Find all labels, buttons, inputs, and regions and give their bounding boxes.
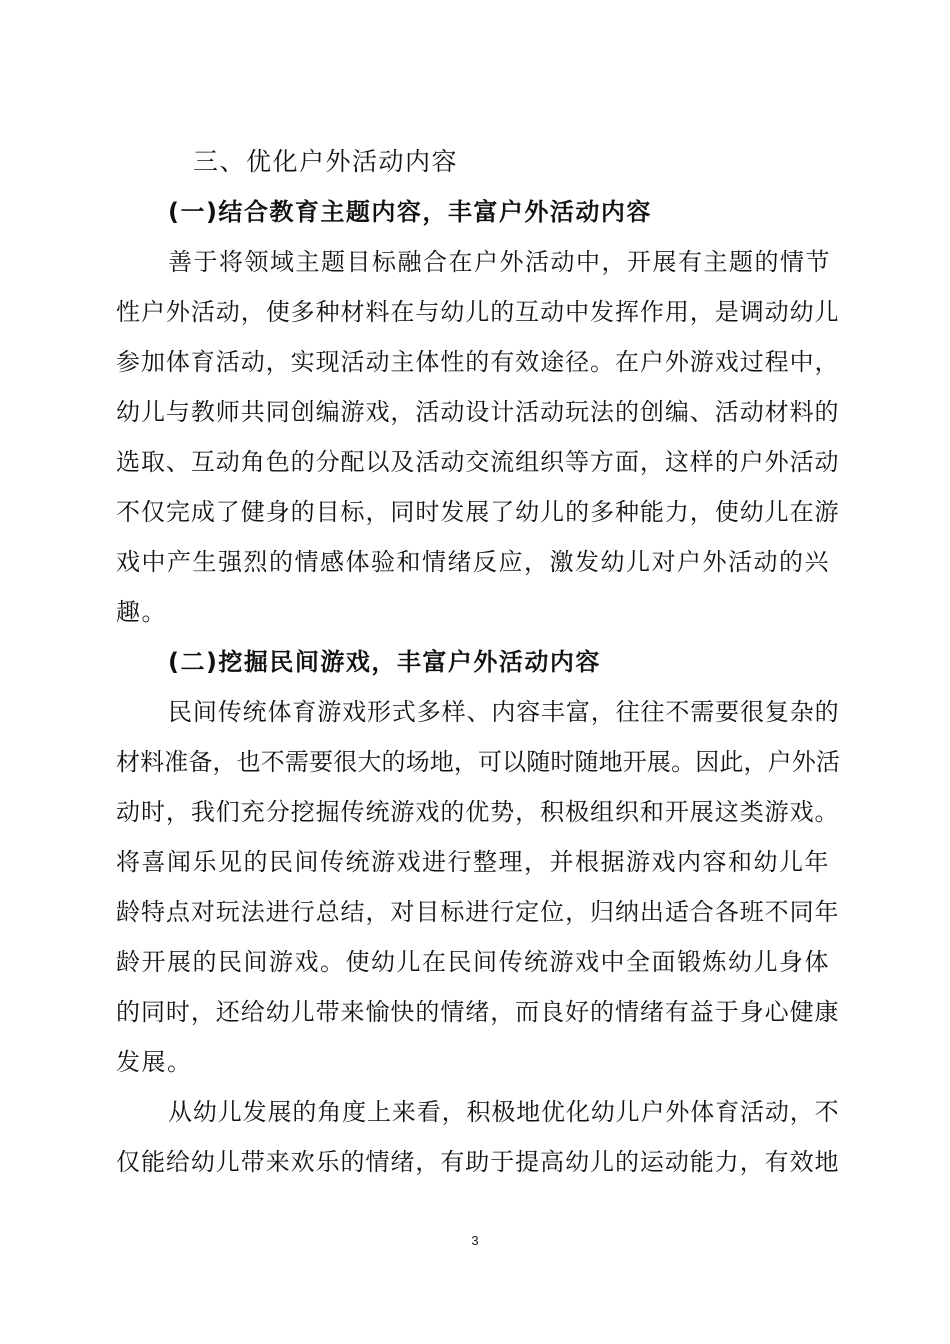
paragraph-2-line: 发展。 bbox=[116, 1048, 193, 1076]
paragraph-1-line: 选取、互动角色的分配以及活动交流组织等方面，这样的户外活动 bbox=[116, 448, 840, 476]
paragraph-2-line: 动时，我们充分挖掘传统游戏的优势，积极组织和开展这类游戏。 bbox=[116, 798, 840, 826]
paragraph-1-line: 趣。 bbox=[116, 598, 167, 626]
subsection-2-heading: (二)挖掘民间游戏，丰富户外活动内容 bbox=[168, 648, 601, 676]
paragraph-1-line: 幼儿与教师共同创编游戏，活动设计活动玩法的创编、活动材料的 bbox=[116, 398, 840, 426]
paragraph-1-line: 善于将领域主题目标融合在户外活动中，开展有主题的情节 bbox=[168, 248, 831, 276]
closing-paragraph-line: 仅能给幼儿带来欢乐的情绪，有助于提高幼儿的运动能力，有效地 bbox=[116, 1148, 840, 1176]
paragraph-2-line: 龄开展的民间游戏。使幼儿在民间传统游戏中全面锻炼幼儿身体 bbox=[116, 948, 830, 976]
closing-paragraph-line: 从幼儿发展的角度上来看，积极地优化幼儿户外体育活动，不 bbox=[168, 1098, 840, 1126]
paragraph-2-line: 将喜闻乐见的民间传统游戏进行整理，并根据游戏内容和幼儿年 bbox=[116, 848, 830, 876]
paragraph-1-line: 戏中产生强烈的情感体验和情绪反应，激发幼儿对户外活动的兴 bbox=[116, 548, 830, 576]
paragraph-1-line: 性户外活动，使多种材料在与幼儿的互动中发挥作用，是调动幼儿 bbox=[116, 298, 840, 326]
page-number: 3 bbox=[471, 1233, 479, 1248]
paragraph-2-line: 的同时，还给幼儿带来愉快的情绪，而良好的情绪有益于身心健康 bbox=[116, 998, 840, 1026]
section-title: 三、优化户外活动内容 bbox=[193, 147, 459, 176]
paragraph-2-line: 材料准备，也不需要很大的场地，可以随时随地开展。因此，户外活 bbox=[116, 748, 840, 776]
paragraph-2-line: 龄特点对玩法进行总结，对目标进行定位，归纳出适合各班不同年 bbox=[116, 898, 840, 926]
subsection-1-heading: (一)结合教育主题内容，丰富户外活动内容 bbox=[168, 198, 652, 226]
paragraph-1-line: 不仅完成了健身的目标，同时发展了幼儿的多种能力，使幼儿在游 bbox=[116, 498, 840, 526]
paragraph-1-line: 参加体育活动，实现活动主体性的有效途径。在户外游戏过程中， bbox=[116, 348, 840, 376]
paragraph-2-line: 民间传统体育游戏形式多样、内容丰富，往往不需要很复杂的 bbox=[168, 698, 840, 726]
